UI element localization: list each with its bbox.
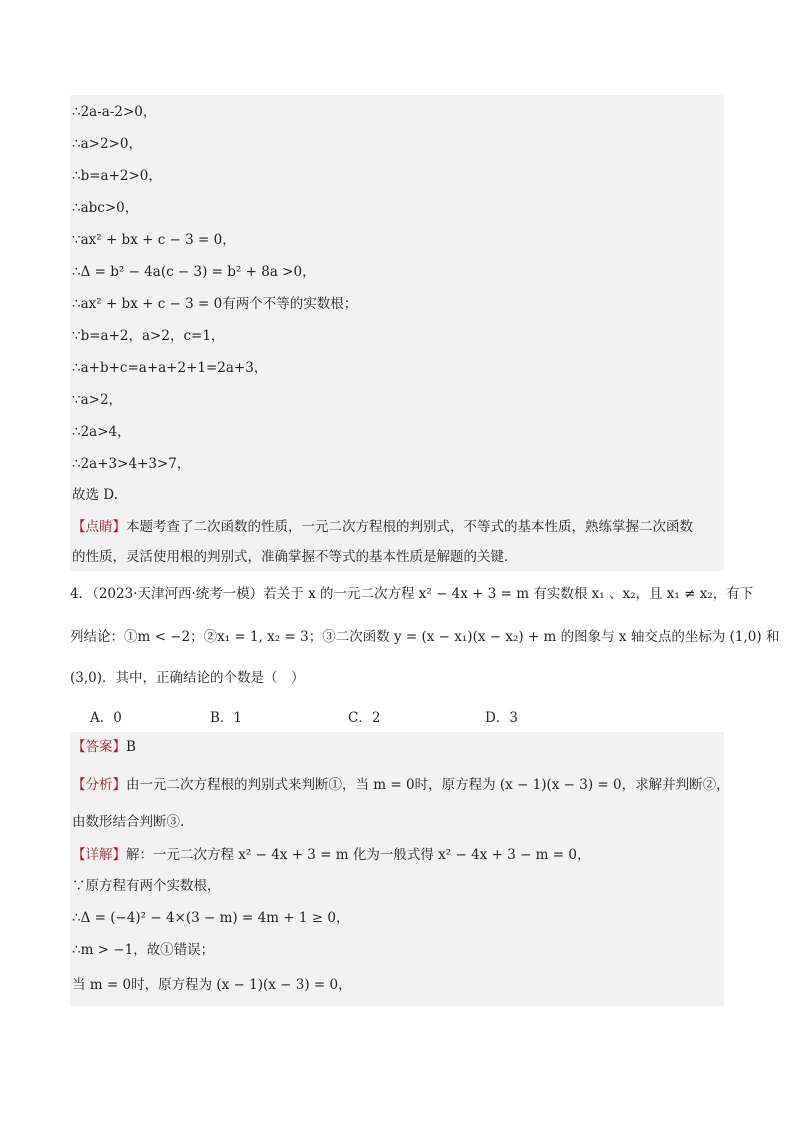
solution-line: ∴a>2>0， — [72, 136, 142, 152]
option-c: C．2 — [348, 710, 381, 726]
solution-line: ∴2a>4， — [72, 424, 131, 440]
solution-line: ∵ax² + bx + c − 3 = 0， — [72, 232, 236, 248]
solution-line: ∴2a+3>4+3>7， — [72, 456, 191, 472]
detail-line: ∴Δ = (−4)² − 4×(3 − m) = 4m + 1 ≥ 0， — [72, 910, 350, 926]
analysis-tag: 【分析】 — [72, 777, 126, 793]
solution-line: ∴abc>0， — [72, 200, 139, 216]
question-line: (3,0)．其中，正确结论的个数是（ ） — [70, 670, 305, 686]
detail-text: 解：一元二次方程 x² − 4x + 3 = m 化为一般式得 x² − 4x + 3 − m = 0， — [126, 847, 591, 863]
option-a: A．0 — [90, 710, 122, 726]
detail-line: 当 m = 0时，原方程为 (x − 1)(x − 3) = 0， — [72, 977, 352, 993]
comment-line-1 — [72, 517, 693, 537]
analysis-text: 由一元二次方程根的判别式来判断①，当 m = 0时，原方程为 (x − 1)(x − 3) = 0，求解并判断②， — [126, 777, 730, 793]
answer-tag: 【答案】 — [72, 739, 126, 755]
question-line: 4．（2023·天津河西·统考一模）若关于 x 的一元二次方程 x² − 4x + 3 = m 有实数根 x₁ 、x₂，且 x₁ ≠ x₂，有下 — [70, 586, 754, 602]
option-d: D．3 — [485, 710, 518, 726]
comment-tag: 【点睛】 — [72, 519, 126, 535]
solution-line: ∴b=a+2>0， — [72, 168, 162, 184]
detail-line-1 — [72, 845, 590, 865]
detail-tag: 【详解】 — [72, 847, 126, 863]
solution-line: ∴Δ = b² − 4a(c − 3) = b² + 8a >0， — [72, 264, 316, 280]
analysis-line-2: 由数形结合判断③. — [72, 814, 185, 830]
answer-line — [72, 737, 136, 757]
answer-block — [70, 732, 724, 1006]
solution-line: 故选 D. — [72, 487, 118, 503]
solution-line: ∵a>2， — [72, 392, 123, 408]
comment-text: 本题考查了二次函数的性质，一元二次方程根的判别式，不等式的基本性质，熟练掌握二次函数 — [126, 519, 693, 535]
analysis-line-1 — [72, 775, 730, 795]
detail-line: ∴m > −1，故①错误； — [72, 942, 215, 958]
option-b: B．1 — [210, 710, 243, 726]
detail-line: ∵原方程有两个实数根， — [72, 878, 221, 894]
solution-line: ∴2a-a-2>0， — [72, 104, 157, 120]
solution-line: ∴a+b+c=a+a+2+1=2a+3， — [72, 360, 268, 376]
question-line: 列结论：①m < −2；②x₁ = 1, x₂ = 3；③二次函数 y = (x − x₁)(x − x₂) + m 的图象与 x 轴交点的坐标为 (1,0) 和 — [70, 629, 780, 645]
answer-value: B — [126, 739, 136, 755]
comment-line-2: 的性质，灵活使用根的判别式，准确掌握不等式的基本性质是解题的关键． — [72, 549, 518, 565]
solution-line: ∵b=a+2，a>2，c=1， — [72, 328, 225, 344]
solution-line: ∴ax² + bx + c − 3 = 0有两个不等的实数根； — [72, 296, 358, 312]
